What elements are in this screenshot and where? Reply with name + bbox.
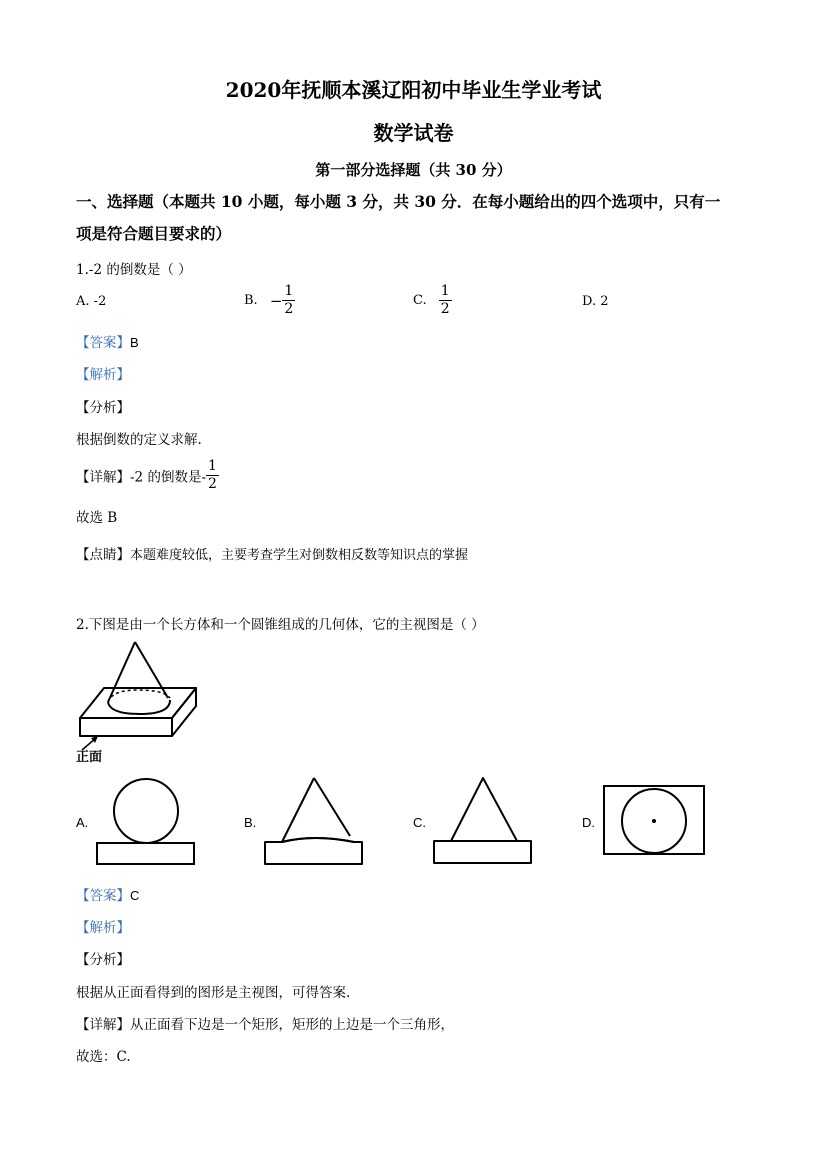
q1-option-b-label: B. xyxy=(244,293,258,308)
instructions-line-1: 一、选择题（本题共 10 小题，每小题 3 分，共 30 分．在每小题给出的四个选项中，只有一 xyxy=(76,192,721,211)
q1-comment xyxy=(76,543,468,563)
q2-option-a-label: A. xyxy=(76,815,89,830)
q1-detail-numerator: 1 xyxy=(208,458,217,474)
q1-answer-tag: 【答案】 xyxy=(76,335,130,351)
q2-analysis-tag: 【解析】 xyxy=(76,920,130,936)
paper-subtitle: 数学试卷 xyxy=(373,121,454,145)
q2-stem: 2.下图是由一个长方体和一个圆锥组成的几何体，它的主视图是（ ） xyxy=(76,617,485,633)
q2-option-d-label: D. xyxy=(582,815,595,830)
q1-answer-value: B xyxy=(130,335,139,350)
q2-figure-label: 正面 xyxy=(76,750,103,765)
q1-option-c-fraction xyxy=(439,283,452,318)
q1-option-b-sign: − xyxy=(269,291,283,310)
q1-option-d xyxy=(582,294,609,309)
q2-option-a-figure[interactable] xyxy=(96,778,196,866)
q1-option-c-denominator: 2 xyxy=(440,301,450,317)
q1-option-c-numerator: 1 xyxy=(440,283,450,299)
q2-option-b-figure[interactable] xyxy=(264,776,364,866)
q2-detail xyxy=(76,1013,454,1033)
q2-detail-tag: 【详解】 xyxy=(76,1017,130,1033)
q1-option-a-text: -2 xyxy=(93,294,107,309)
q1-option-b-denominator: 2 xyxy=(284,301,294,317)
q2-option-c-figure[interactable] xyxy=(433,776,533,866)
page-title: 2020年抚顺本溪辽阳初中毕业生学业考试 xyxy=(225,78,602,102)
q1-option-c xyxy=(413,283,452,318)
q1-comment-text: 本题难度较低，主要考查学生对倒数相反数等知识点的掌握 xyxy=(130,547,469,562)
q2-option-c-label: C. xyxy=(413,815,426,830)
q2-conclusion: 故选：C. xyxy=(76,1049,131,1065)
q1-option-b-numerator: 1 xyxy=(284,283,294,299)
q1-analysis-tag: 【解析】 xyxy=(76,367,130,383)
part-heading: 第一部分选择题（共 30 分） xyxy=(315,161,512,179)
q1-option-b xyxy=(244,283,295,318)
q1-option-b-fraction xyxy=(282,283,295,318)
q1-option-c-label: C. xyxy=(413,293,427,308)
q1-option-d-label: D. xyxy=(582,294,597,309)
q1-comment-tag: 【点睛】 xyxy=(76,547,130,563)
q1-answer xyxy=(76,331,139,351)
q1-fenxi-text: 根据倒数的定义求解. xyxy=(76,432,202,448)
q2-fenxi-text: 根据从正面看得到的图形是主视图，可得答案. xyxy=(76,985,351,1001)
q2-option-b-label: B. xyxy=(244,815,257,830)
q1-option-a-label: A. xyxy=(76,294,90,309)
q1-detail-tag: 【详解】 xyxy=(76,469,130,486)
q2-fenxi-tag: 【分析】 xyxy=(76,952,130,968)
q2-answer-value: C xyxy=(130,888,140,903)
q1-detail xyxy=(76,458,219,493)
q2-detail-text: 从正面看下边是一个矩形，矩形的上边是一个三角形， xyxy=(130,1017,454,1033)
q1-fenxi-tag: 【分析】 xyxy=(76,400,130,416)
q1-stem: 1.-2 的倒数是（ ） xyxy=(76,262,192,278)
q1-detail-fraction xyxy=(206,458,219,493)
q1-detail-text: -2 的倒数是- xyxy=(130,469,207,486)
q1-option-a xyxy=(76,294,106,309)
instructions-line-2: 项是符合题目要求的） xyxy=(76,224,232,243)
q2-option-d-figure[interactable] xyxy=(602,784,708,856)
q1-detail-denominator: 2 xyxy=(208,476,217,492)
q1-option-d-text: 2 xyxy=(600,294,609,309)
q2-answer xyxy=(76,884,139,904)
q2-answer-tag: 【答案】 xyxy=(76,888,130,904)
q1-conclusion: 故选 B xyxy=(76,510,118,526)
